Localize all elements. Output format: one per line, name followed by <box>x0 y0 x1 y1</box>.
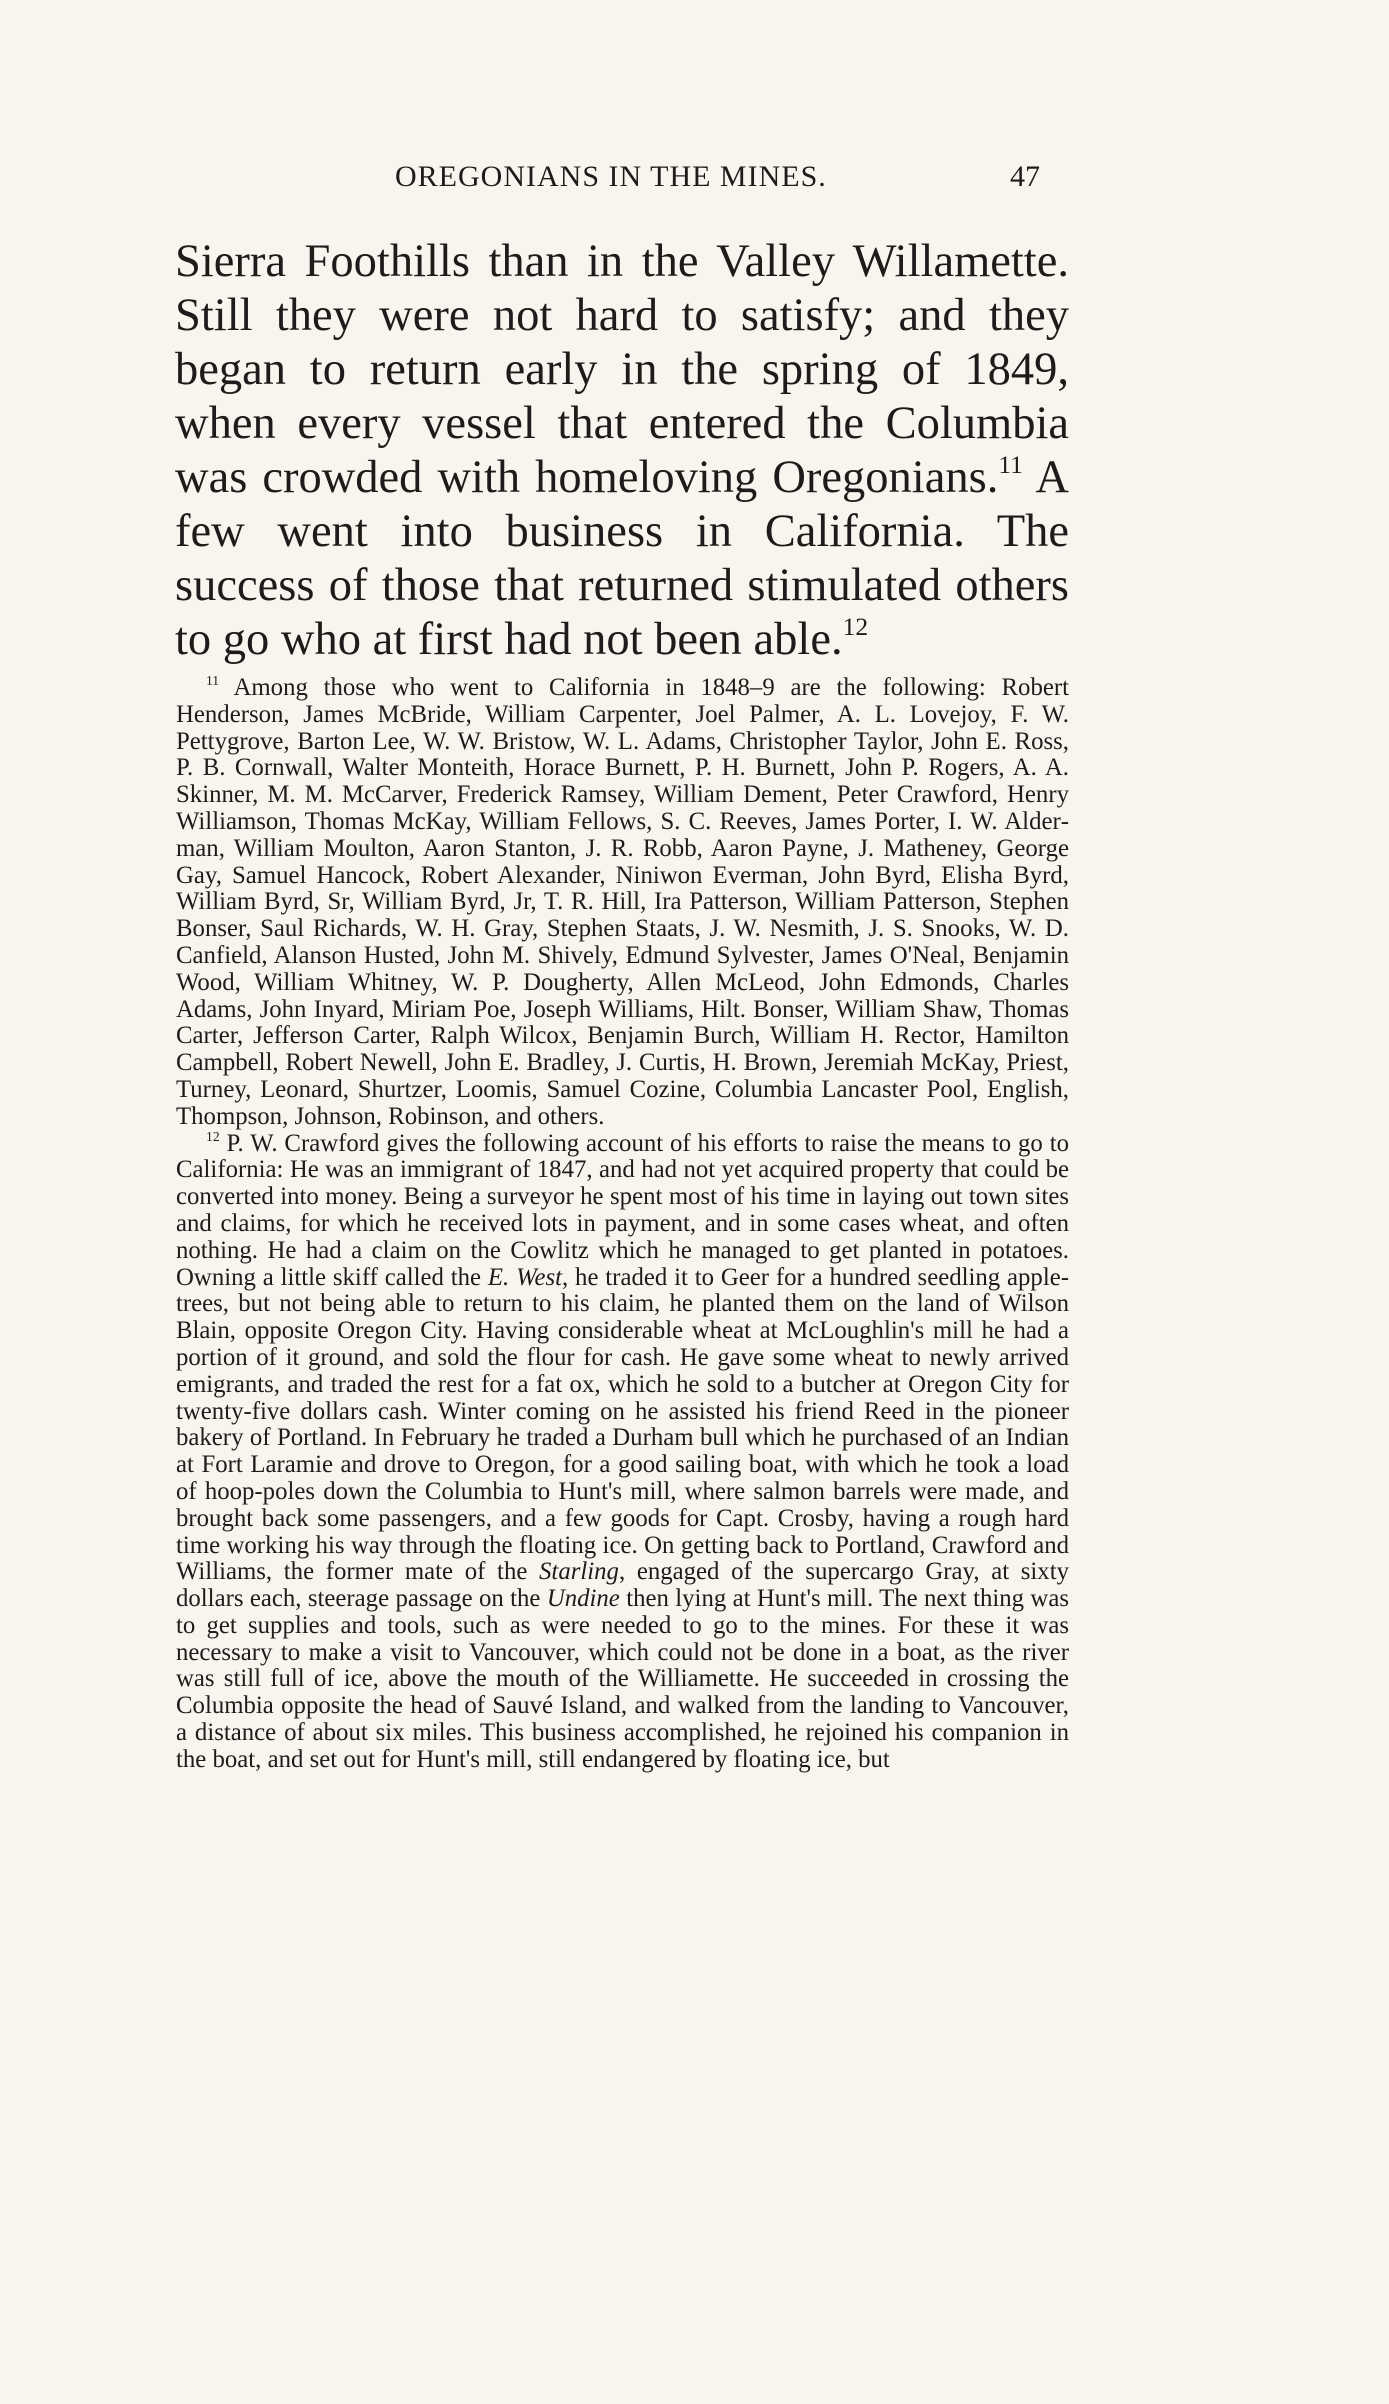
footnote-marker-11: 11 <box>206 672 220 688</box>
body-text-part-2: A few went into business in California. The success of those that returned stimulated others to go who at first had not been able. <box>175 452 1069 665</box>
footnote-marker-12: 12 <box>206 1128 220 1144</box>
footnote-11 <box>176 672 1069 1131</box>
footnote-11-text: Among those who went to California in 1848–9 are the following: Robert Henderson, James McBride, William Carpenter, Joel Palmer, A. L. Lovejoy, F. W. Pettygrove, Barton Lee, W. W. Bristow, W. L. Adams, Christopher Taylor, John E. Ross, P. B. Cornwall, Walter Monteith, Horace Burnett, P. H. Burnett, John P. Rogers, A. A. Skinner, M. M. McCarver, Frederick Ramsey, William Dement, Peter Crawford, Henry Williamson, Thomas McKay, William Fellows, S. C. Reeves, James Porter, I. W. Alderman, William Moulton, Aaron Stanton, J. R. Robb, Aaron Payne, J. Matheney, George Gay, Samuel Hancock, Robert Alexander, Niniwon Everman, John Byrd, Elisha Byrd, William Byrd, Sr, William Byrd, Jr, T. R. Hill, Ira Patterson, William Patterson, Stephen Bonser, Saul Richards, W. H. Gray, Stephen Staats, J. W. Nesmith, J. S. Snooks, W. D. Canfield, Alanson Husted, John M. Shively, Edmund Sylvester, James O'Neal, Benjamin Wood, William Whitney, W. P. Dougherty, Allen McLeod, John Edmonds, Charles Adams, John Inyard, Miriam Poe, Joseph Williams, Hilt. Bonser, William Shaw, Thomas Carter, Jefferson Carter, Ralph Wilcox, Benjamin Burch, William H. Rector, Hamilton Campbell, Robert Newell, John E. Bradley, J. Curtis, H. Brown, Jeremiah McKay, Priest, Turney, Leonard, Shurtzer, Loomis, Samuel Cozine, Columbia Lancaster Pool, English, Thompson, Johnson, Robinson, and others. <box>176 674 1069 1130</box>
footnote-ref-11: 11 <box>998 449 1023 479</box>
running-head <box>0 160 1389 200</box>
running-head-title: OREGONIANS IN THE MINES. <box>395 160 827 193</box>
ship-name-undine: Undine <box>546 1585 620 1613</box>
footnote-12-text-d: then lying at Hunt's mill. The next thing was to get supplies and tools, such as were needed to go to the mines. For these it was necessary to make a visit to Vancouver, which could not be done in a boat, as the river was still full of ice, above the mouth of the Williamette. He succeeded in crossing the Columbia opposite the head of Sauvé Island, and walked from the landing to Vancouver, a distance of about six miles. This business accomplished, he rejoined his companion in the boat, and set out for Hunt's mill, still endangered by floating ice, but <box>176 1585 1069 1773</box>
page-number: 47 <box>1010 160 1040 193</box>
footnote-12-text-b: , he traded it to Geer for a hundred seedling apple-trees, but not being able to return to his claim, he planted them on the land of Wilson Blain, opposite Oregon City. Having considerable wheat at McLoughlin's mill he had a portion of it ground, and sold the flour for cash. He gave some wheat to newly arrived emigrants, and traded the rest for a fat ox, which he sold to a butcher at Oregon City for twenty-five dollars cash. Winter coming on he assisted his friend Reed in the pioneer bakery of Portland. In February he traded a Durham bull which he purchased of an Indian at Fort Laramie and drove to Oregon, for a good sailing boat, with which he took a load of hoop-poles down the Columbia to Hunt's mill, where salmon barrels were made, and brought back some passengers, and a few goods for Capt. Crosby, having a rough hard time working his way through the floating ice. On getting back to Portland, Crawford and Williams, the former mate of the <box>176 1263 1069 1586</box>
footnote-12-text-a: P. W. Crawford gives the following account of his efforts to raise the means to go to California: He was an immigrant of 1847, and had not yet acquired property that could be converted into money. Being a surveyor he spent most of his time in laying out town sites and claims, for which he received lots in payment, and in some cases wheat, and often nothing. He had a claim on the Cowlitz which he managed to get planted in potatoes. Owning a little skiff called the <box>176 1129 1069 1291</box>
footnote-ref-12: 12 <box>842 611 869 641</box>
body-text-part-1: Sierra Foothills than in the Valley Willamette. Still they were not hard to satisfy; and they began to return early in the spring of 1849, when every vessel that entered the Columbia was crowded with homeloving Oregonians. <box>175 236 1069 503</box>
body-paragraph <box>175 235 1069 667</box>
ship-name-e-west: E. West <box>487 1263 563 1291</box>
footnote-12-text-c: , engaged of the supercargo Gray, at sixty dollars each, steerage passage on the <box>176 1558 1069 1613</box>
footnote-12 <box>176 1128 1069 1774</box>
ship-name-starling: Starling <box>539 1558 619 1586</box>
footnotes <box>176 672 1069 1774</box>
